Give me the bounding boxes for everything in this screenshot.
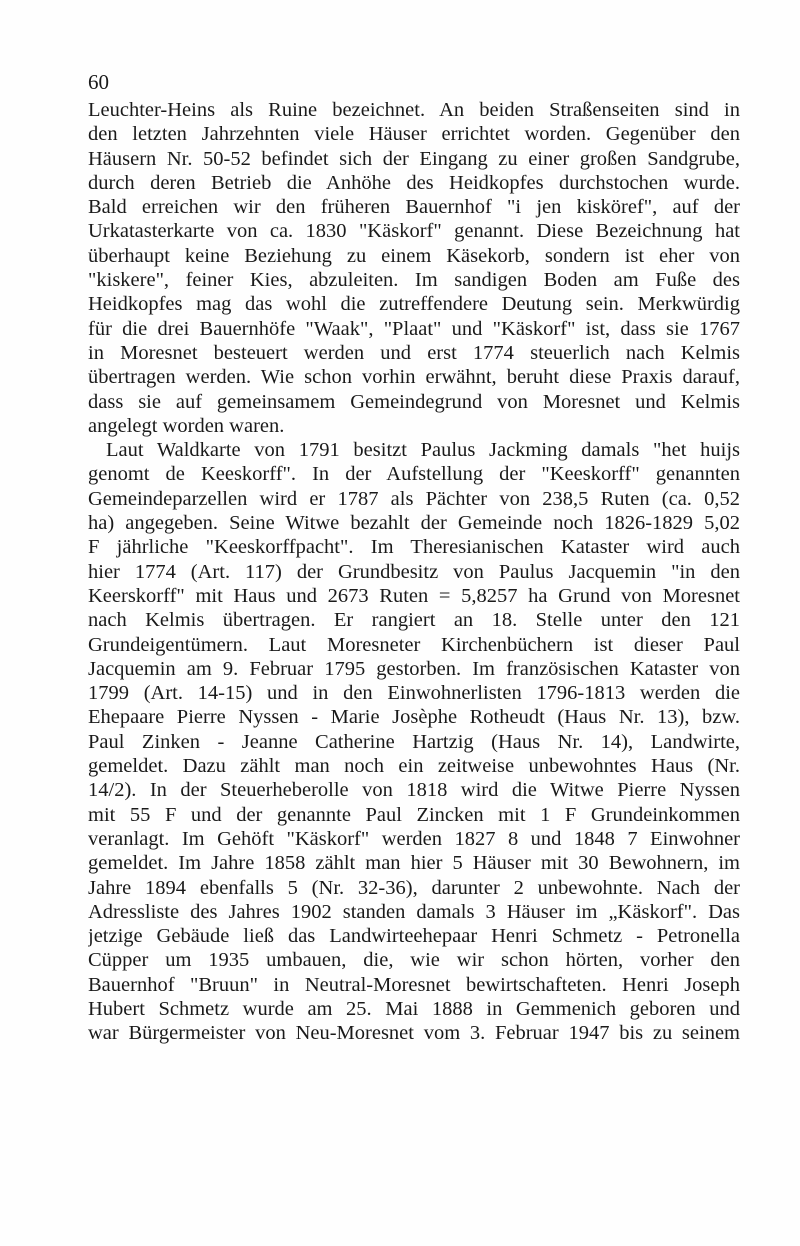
- text-line: überhaupt keine Beziehung zu einem Käsekorb, sondern ist eher von: [88, 244, 740, 267]
- text-line: dass sie auf gemeinsamem Gemeindegrund von Moresnet und Kelmis: [88, 390, 740, 413]
- text-line: hier 1774 (Art. 117) der Grundbesitz von Paulus Jacquemin "in den: [88, 560, 740, 583]
- text-line: Häusern Nr. 50-52 befindet sich der Eingang zu einer großen Sandgrube,: [88, 147, 740, 170]
- text-line: war Bürgermeister von Neu-Moresnet vom 3. Februar 1947 bis zu seinem: [88, 1022, 740, 1045]
- text-line: Bald erreichen wir den früheren Bauernhof "i jen kisköref", auf der: [88, 196, 740, 219]
- text-line: Adressliste des Jahres 1902 standen damals 3 Häuser im „Käskorf". Das: [88, 900, 740, 923]
- page-number: 60: [88, 70, 109, 94]
- text-line: jetzige Gebäude ließ das Landwirteehepaar Henri Schmetz - Petronella: [88, 925, 740, 948]
- text-line: übertragen werden. Wie schon vorhin erwähnt, beruht diese Praxis darauf,: [88, 366, 740, 389]
- text-line: ha) angegeben. Seine Witwe bezahlt der Gemeinde noch 1826-1829 5,02: [88, 512, 740, 535]
- text-line: Paul Zinken - Jeanne Catherine Hartzig (Haus Nr. 14), Landwirte,: [88, 730, 740, 753]
- text-line: Laut Waldkarte von 1791 besitzt Paulus Jackming damals "het huijs: [106, 439, 740, 462]
- text-line: für die drei Bauernhöfe "Waak", "Plaat" und "Käskorf" ist, dass sie 1767: [88, 317, 740, 340]
- text-line: Jacquemin am 9. Februar 1795 gestorben. Im französischen Kataster von: [88, 657, 740, 680]
- text-line: Bauernhof "Bruun" in Neutral-Moresnet bewirtschafteten. Henri Joseph: [88, 973, 740, 996]
- body-text: [88, 98, 740, 1046]
- text-line: Gemeindeparzellen wird er 1787 als Pächter von 238,5 Ruten (ca. 0,52: [88, 487, 740, 510]
- text-line: Grundeigentümern. Laut Moresneter Kirchenbüchern ist dieser Paul: [88, 633, 740, 656]
- text-line: gemeldet. Dazu zählt man noch ein zeitweise unbewohntes Haus (Nr.: [88, 755, 740, 778]
- text-line: angelegt worden waren.: [88, 414, 285, 437]
- text-line: Heidkopfes mag das wohl die zutreffendere Deutung sein. Merkwürdig: [88, 293, 740, 316]
- text-line: F jährliche "Keeskorffpacht". Im Theresianischen Kataster wird auch: [88, 536, 740, 559]
- text-line: mit 55 F und der genannte Paul Zincken mit 1 F Grundeinkommen: [88, 803, 740, 826]
- text-line: Jahre 1894 ebenfalls 5 (Nr. 32-36), darunter 2 unbewohnte. Nach der: [88, 876, 740, 899]
- text-line: genomt de Keeskorff". In der Aufstellung der "Keeskorff" genannten: [88, 463, 740, 486]
- text-line: Ehepaare Pierre Nyssen - Marie Josèphe Rotheudt (Haus Nr. 13), bzw.: [88, 706, 740, 729]
- text-line: gemeldet. Im Jahre 1858 zählt man hier 5 Häuser mit 30 Bewohnern, im: [88, 852, 740, 875]
- text-line: Leuchter-Heins als Ruine bezeichnet. An beiden Straßenseiten sind in: [88, 99, 740, 121]
- text-line: Hubert Schmetz wurde am 25. Mai 1888 in Gemmenich geboren und: [88, 997, 740, 1020]
- text-line: durch deren Betrieb die Anhöhe des Heidkopfes durchstochen wurde.: [88, 171, 740, 194]
- text-line: Urkatasterkarte von ca. 1830 "Käskorf" genannt. Diese Bezeichnung hat: [88, 220, 740, 243]
- text-line: 1799 (Art. 14-15) und in den Einwohnerlisten 1796-1813 werden die: [88, 682, 740, 705]
- text-line: in Moresnet besteuert werden und erst 1774 steuerlich nach Kelmis: [88, 341, 740, 364]
- text-line: veranlagt. Im Gehöft "Käskorf" werden 1827 8 und 1848 7 Einwohner: [88, 827, 740, 850]
- text-line: Cüpper um 1935 umbauen, die, wie wir schon hörten, vorher den: [88, 949, 740, 972]
- text-line: den letzten Jahrzehnten viele Häuser errichtet worden. Gegenüber den: [88, 123, 740, 146]
- text-line: Keerskorff" mit Haus und 2673 Ruten = 5,8257 ha Grund von Moresnet: [88, 584, 740, 607]
- text-line: nach Kelmis übertragen. Er rangiert an 18. Stelle unter den 121: [88, 609, 740, 632]
- text-line: 14/2). In der Steuerheberolle von 1818 wird die Witwe Pierre Nyssen: [88, 779, 740, 802]
- text-line: "kiskere", feiner Kies, abzuleiten. Im sandigen Boden am Fuße des: [88, 269, 740, 292]
